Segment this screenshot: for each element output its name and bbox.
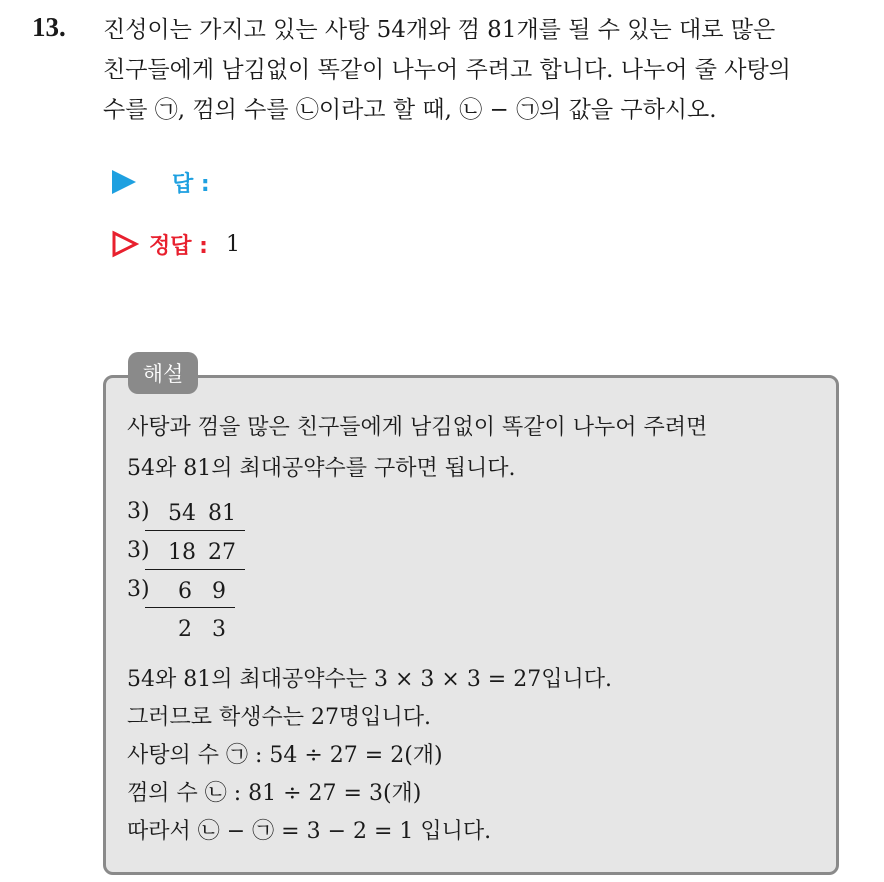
division-divisor: 3) bbox=[127, 577, 150, 602]
division-divisor: 3) bbox=[127, 499, 150, 524]
division-number: 3 bbox=[212, 617, 226, 642]
correct-answer-label: 정답 : bbox=[149, 233, 208, 259]
division-number: 9 bbox=[212, 579, 226, 604]
division-number: 81 bbox=[208, 501, 236, 526]
explanation-line: 껌의 수 ㉡ : 81 ÷ 27 = 3(개) bbox=[127, 781, 422, 806]
explanation-tab: 해설 bbox=[128, 352, 198, 394]
explanation-line: 따라서 ㉡ − ㉠ = 3 − 2 = 1 입니다. bbox=[127, 819, 492, 844]
division-number: 54 bbox=[168, 501, 196, 526]
division-number: 18 bbox=[168, 540, 196, 565]
explanation-line: 54와 81의 최대공약수는 3 × 3 × 3 = 27입니다. bbox=[127, 667, 612, 692]
division-divisor: 3) bbox=[127, 538, 150, 563]
division-number: 2 bbox=[178, 617, 192, 642]
explanation-line: 그러므로 학생수는 27명입니다. bbox=[127, 705, 431, 730]
division-number: 6 bbox=[178, 579, 192, 604]
division-number: 27 bbox=[208, 540, 236, 565]
question-line: 친구들에게 남김없이 똑같이 나누어 주려고 합니다. 나누어 줄 사탕의 bbox=[103, 57, 791, 83]
answer-label: 답 : bbox=[172, 171, 210, 197]
explanation-intro-line: 사탕과 껌을 많은 친구들에게 남김없이 똑같이 나누어 주려면 bbox=[127, 415, 708, 440]
correct-answer-value: 1 bbox=[225, 231, 240, 257]
explanation-line: 사탕의 수 ㉠ : 54 ÷ 27 = 2(개) bbox=[127, 743, 443, 768]
division-line bbox=[145, 569, 245, 570]
play-icon bbox=[112, 170, 136, 194]
question-number: 13. bbox=[32, 12, 66, 42]
question-text bbox=[103, 10, 873, 130]
outline-play-icon bbox=[111, 230, 139, 258]
question-line: 수를 ㉠, 껌의 수를 ㉡이라고 할 때, ㉡ − ㉠의 값을 구하시오. bbox=[103, 97, 717, 123]
explanation-intro-line: 54와 81의 최대공약수를 구하면 됩니다. bbox=[127, 456, 516, 481]
correct-answer-row bbox=[111, 224, 240, 264]
division-line bbox=[145, 607, 235, 608]
division-line bbox=[145, 530, 245, 531]
answer-row bbox=[112, 162, 210, 202]
question-line: 진성이는 가지고 있는 사탕 54개와 껌 81개를 될 수 있는 대로 많은 bbox=[103, 17, 776, 43]
